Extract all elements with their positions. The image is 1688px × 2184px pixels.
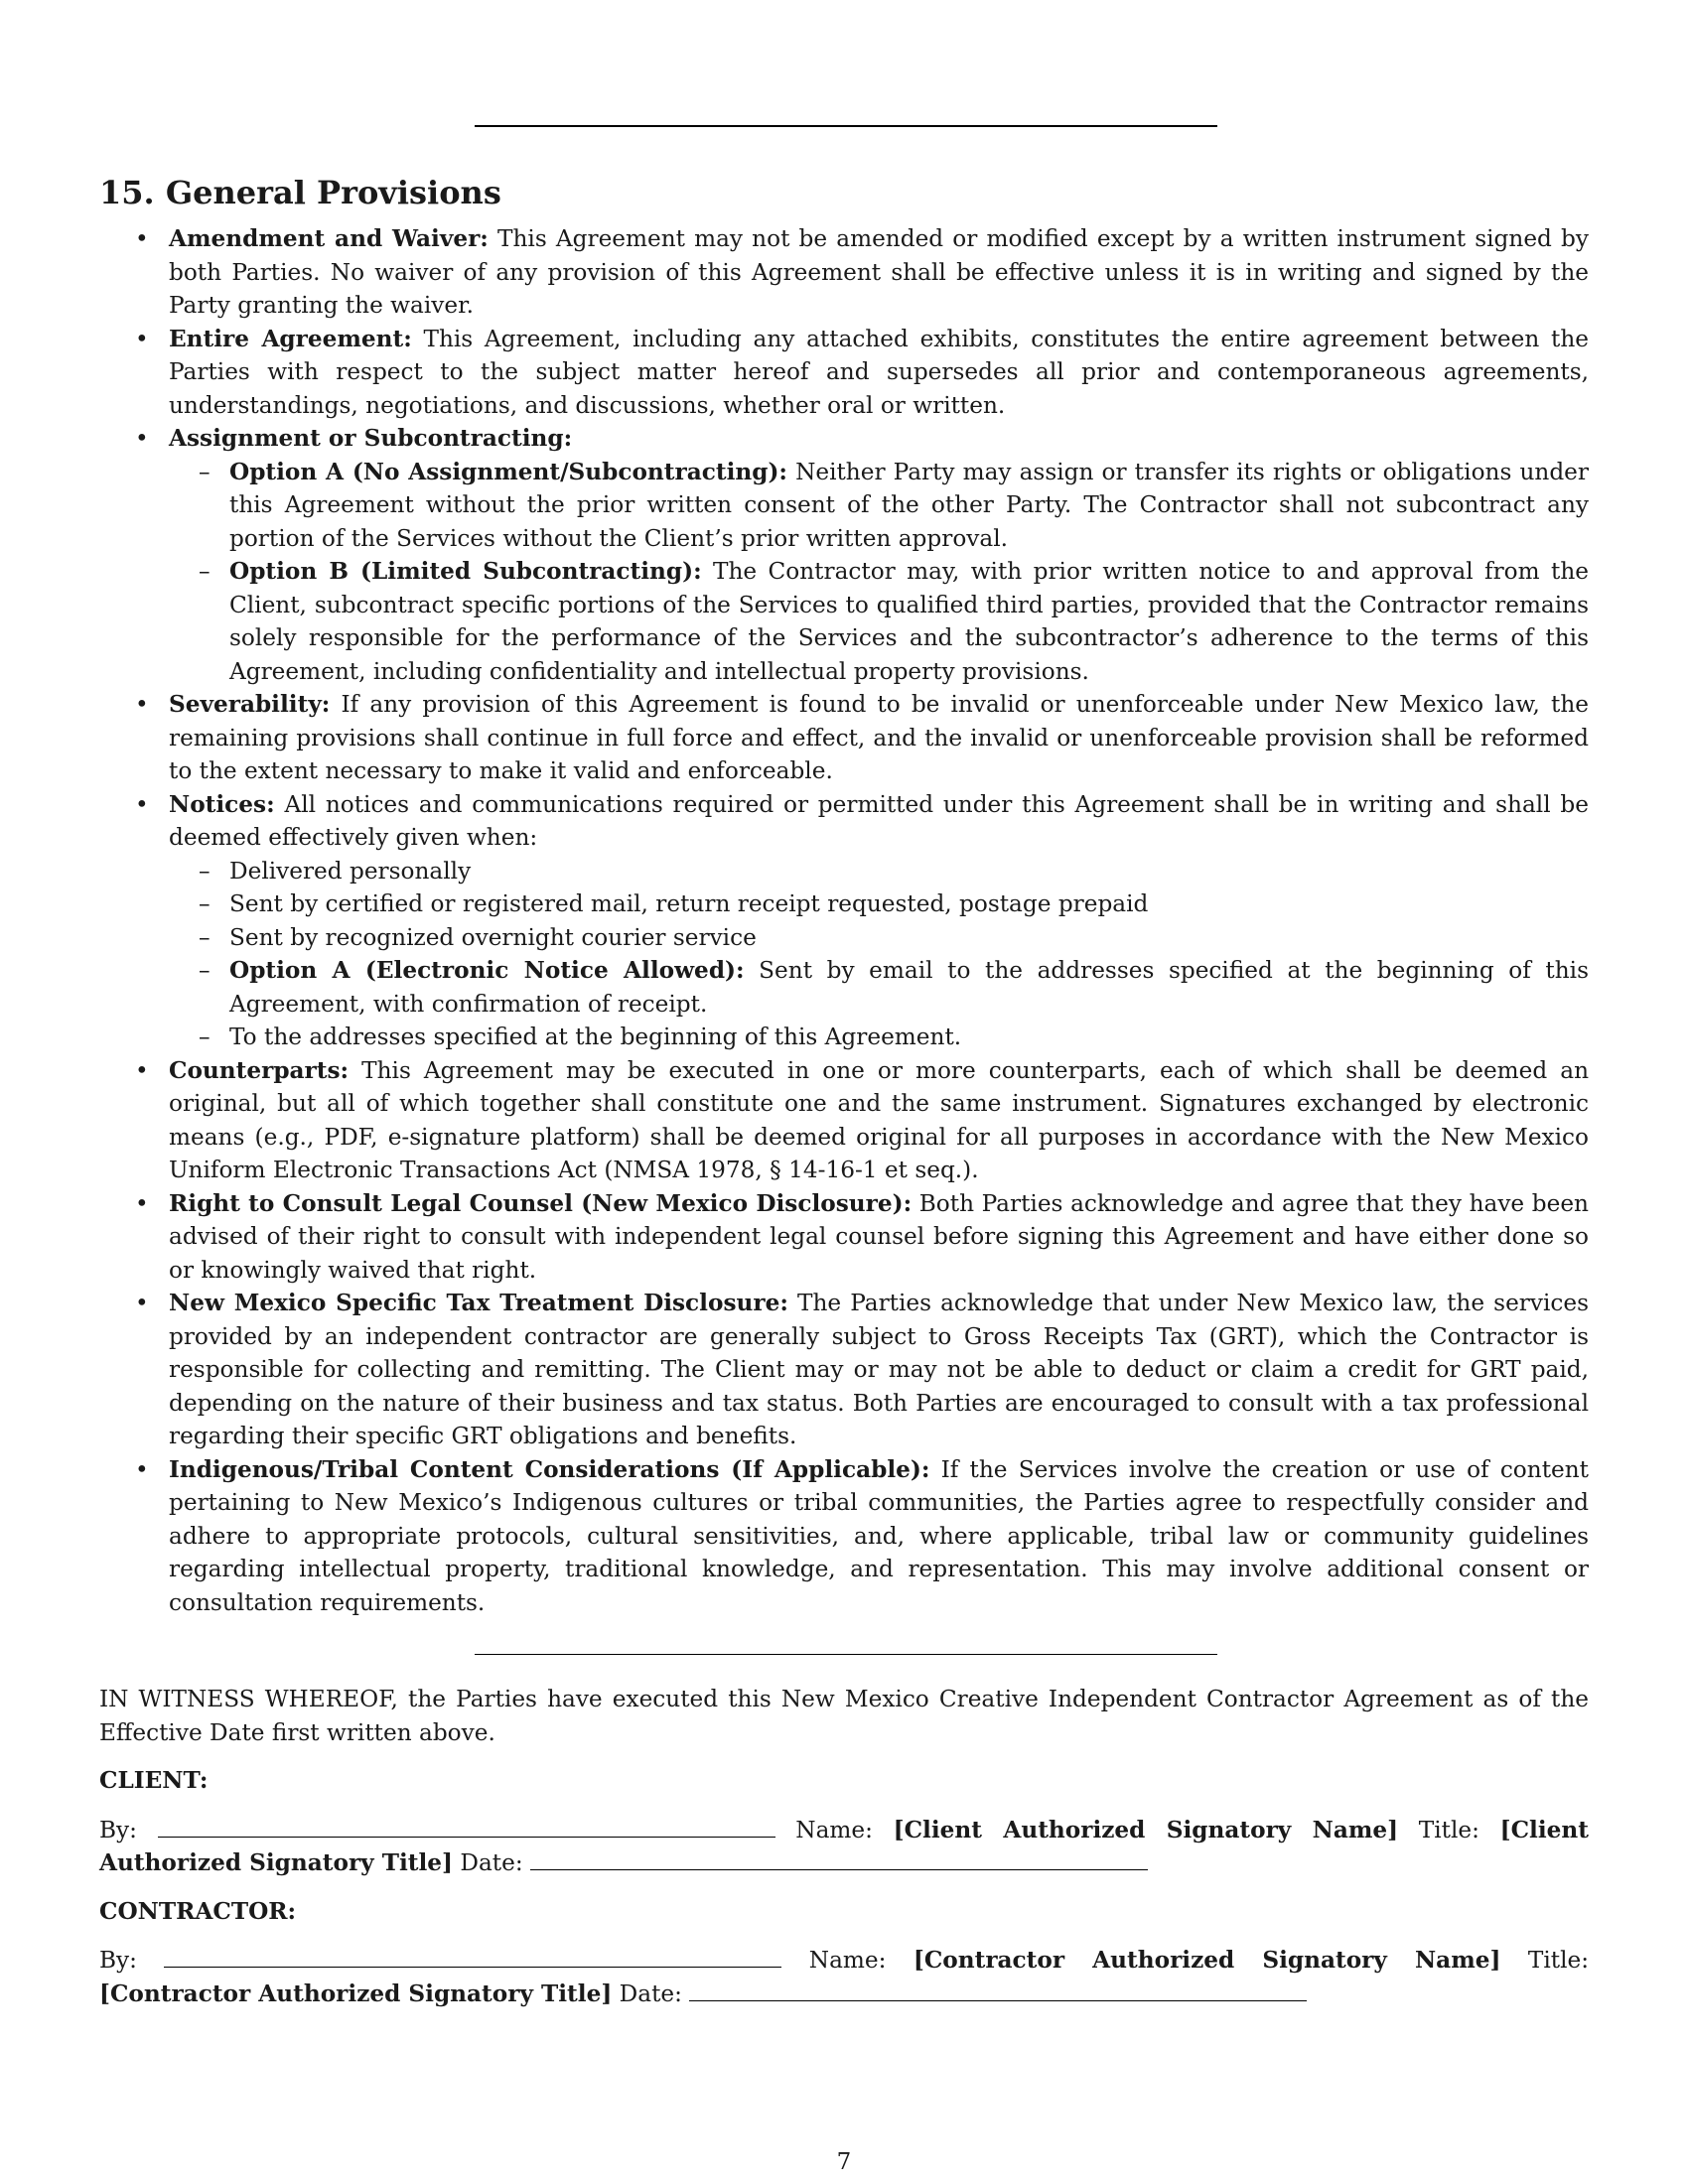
notice-method-personal: – Delivered personally xyxy=(169,855,1589,888)
amendment-text: This Agreement may not be amended or modified except by a written instrument signed by both Parties. No waiver of any provision of this Agreement shall be effective unless it is in writing and signed by the Party granting the waiver. xyxy=(169,225,1589,319)
notice-option-a-label: Option A (Electronic Notice Allowed): xyxy=(229,957,745,984)
tax-disclosure-label: New Mexico Specific Tax Treatment Disclosure: xyxy=(169,1290,788,1316)
list-item-amendment xyxy=(99,222,1589,323)
client-name-value: [Client Authorized Signatory Name] xyxy=(893,1816,1399,1843)
contractor-heading: CONTRACTOR: xyxy=(99,1897,297,1925)
general-provisions-section xyxy=(99,171,1589,1619)
client-date-line[interactable] xyxy=(530,1847,1148,1870)
page-number: 7 xyxy=(836,2149,852,2175)
list-item-entire-agreement xyxy=(99,323,1589,423)
contractor-signature-line[interactable] xyxy=(164,1945,781,1968)
client-signature-line[interactable] xyxy=(158,1815,775,1838)
assignment-option-a xyxy=(169,456,1589,556)
notice-method-addresses: – To the addresses specified at the beginning of this Agreement. xyxy=(169,1021,1589,1054)
option-a-text: Neither Party may assign or transfer its rights or obligations under this Agreement without the prior written consent of the other Party. The Contractor shall not subcontract any portion of the Services without the Client’s prior written approval. xyxy=(229,458,1589,552)
counterparts-label: Counterparts: xyxy=(169,1056,350,1084)
contractor-name-label: Name: xyxy=(808,1947,887,1974)
assignment-label: Assignment or Subcontracting: xyxy=(169,425,573,452)
section-title: 15. General Provisions xyxy=(99,174,501,211)
contractor-by-label: By: xyxy=(99,1947,137,1974)
notice-option-a-text: Sent by email to the addresses specified at the beginning of this Agreement, with confirmation of receipt. xyxy=(229,957,1589,1018)
provisions-list xyxy=(99,222,1589,1619)
top-divider xyxy=(475,125,1217,127)
entire-agreement-label: Entire Agreement: xyxy=(169,325,412,352)
client-date-label: Date: xyxy=(460,1849,523,1876)
notice-method-courier: – Sent by recognized overnight courier service xyxy=(169,921,1589,955)
entire-agreement-text: This Agreement, including any attached exhibits, constitutes the entire agreement between the Parties with respect to the subject matter hereof and supersedes all prior and contemporaneous agreements, understandings, negotiations, and discussions, whether oral or written. xyxy=(169,325,1589,419)
notices-text: All notices and communications required or permitted under this Agreement shall be in writing and shall be deemed effectively given when: xyxy=(169,790,1589,851)
client-heading: CLIENT: xyxy=(99,1767,209,1794)
client-title-label: Title: xyxy=(1418,1816,1479,1843)
legal-counsel-label: Right to Consult Legal Counsel (New Mexico Disclosure): xyxy=(169,1189,913,1217)
contractor-title-label: Title: xyxy=(1527,1947,1590,1974)
notice-method-email xyxy=(169,954,1589,1021)
option-b-label: Option B (Limited Subcontracting): xyxy=(229,558,702,585)
middle-divider xyxy=(475,1654,1217,1655)
list-item-counterparts xyxy=(99,1054,1589,1187)
list-item-assignment xyxy=(99,422,1589,688)
client-name-label: Name: xyxy=(795,1816,873,1843)
contractor-date-line[interactable] xyxy=(689,1979,1307,2001)
severability-label: Severability: xyxy=(169,691,331,718)
list-item-severability xyxy=(99,688,1589,788)
notices-methods xyxy=(169,855,1589,1054)
witness-section xyxy=(99,1683,1589,2025)
option-a-label: Option A (No Assignment/Subcontracting): xyxy=(229,458,787,485)
witness-statement: IN WITNESS WHEREOF, the Parties have executed this New Mexico Creative Independent Contractor Agreement as of the Effective Date first written above. xyxy=(99,1686,1589,1746)
contractor-name-value: [Contractor Authorized Signatory Name] xyxy=(913,1947,1501,1974)
indigenous-content-label: Indigenous/Tribal Content Considerations (If Applicable): xyxy=(169,1455,930,1483)
indigenous-content-text: If the Services involve the creation or use of content pertaining to New Mexico’s Indigenous cultures or tribal communities, the Parties agree to respectfully consider and adhere to appropriate protocols, cultural sensitivities, and, where applicable, tribal law or community guidelines regarding intellectual property, traditional knowledge, and representation. This may involve additional consent or consultation requirements. xyxy=(169,1455,1589,1616)
notices-label: Notices: xyxy=(169,790,275,818)
client-by-label: By: xyxy=(99,1816,137,1843)
list-item-legal-counsel xyxy=(99,1187,1589,1288)
list-item-notices xyxy=(99,788,1589,1054)
option-b-text: The Contractor may, with prior written notice to and approval from the Client, subcontract specific portions of the Services to qualified third parties, provided that the Contractor remains solely responsible for the performance of the Services and the subcontractor’s adherence to the terms of this Agreement, including confidentiality and intellectual property provisions. xyxy=(229,558,1589,685)
list-item-tax-disclosure xyxy=(99,1287,1589,1453)
contractor-title-value: [Contractor Authorized Signatory Title] xyxy=(99,1979,613,2007)
assignment-options xyxy=(169,456,1589,689)
assignment-option-b xyxy=(169,555,1589,688)
legal-counsel-text: Both Parties acknowledge and agree that they have been advised of their right to consult with independent legal counsel before signing this Agreement and have either done so or knowingly waived that right. xyxy=(169,1189,1589,1284)
client-signature-block xyxy=(99,1814,1589,1880)
contractor-date-label: Date: xyxy=(619,1979,682,2007)
severability-text: If any provision of this Agreement is found to be invalid or unenforceable under New Mexico law, the remaining provisions shall continue in full force and effect, and the invalid or unenforceable provision shall be reformed to the extent necessary to make it valid and enforceable. xyxy=(169,691,1589,784)
list-item-indigenous-content xyxy=(99,1453,1589,1620)
contractor-signature-block xyxy=(99,1944,1589,2010)
tax-disclosure-text: The Parties acknowledge that under New Mexico law, the services provided by an independent contractor are generally subject to Gross Receipts Tax (GRT), which the Contractor is responsible for collecting and remitting. The Client may or may not be able to deduct or claim a credit for GRT paid, depending on the nature of their business and tax status. Both Parties are encouraged to consult with a tax professional regarding their specific GRT obligations and benefits. xyxy=(169,1290,1590,1449)
notice-method-mail: – Sent by certified or registered mail, return receipt requested, postage prepaid xyxy=(169,887,1589,921)
client-title-value: [Client Authorized Signatory Title] xyxy=(99,1816,1589,1876)
counterparts-text: This Agreement may be executed in one or more counterparts, each of which shall be deemed an original, but all of which together shall constitute one and the same instrument. Signatures exchanged by electronic means (e.g., PDF, e-signature platform) shall be deemed original for all purposes in accordance with the New Mexico Uniform Electronic Transactions Act (NMSA 1978, § 14-16-1 et seq.). xyxy=(169,1056,1589,1183)
amendment-label: Amendment and Waiver: xyxy=(169,225,489,252)
